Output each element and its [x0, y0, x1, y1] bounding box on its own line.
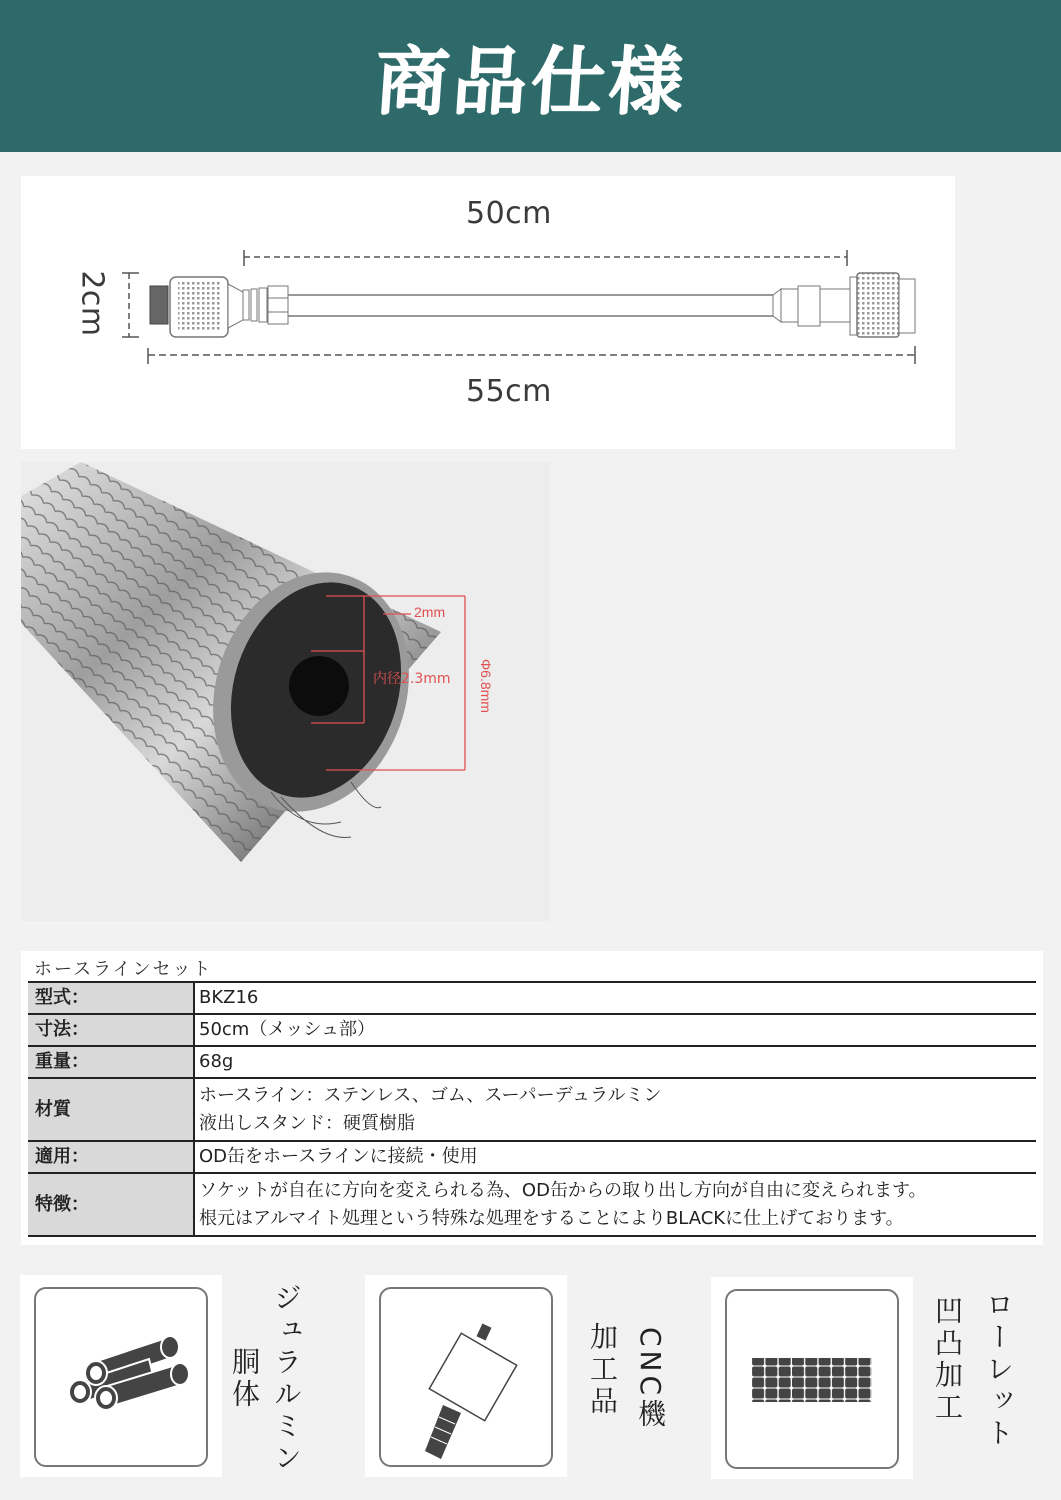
page-title: 商品仕様 — [371, 39, 690, 125]
row-value-material — [194, 1078, 1036, 1141]
row-label-application: 適用： — [28, 1141, 194, 1173]
value-line: OD缶をホースラインに接続・使用 — [199, 1146, 478, 1167]
table-row — [28, 1046, 1036, 1078]
row-value-model — [194, 982, 1036, 1014]
row-value-features — [194, 1173, 1036, 1236]
total-length-label: 55cm — [466, 374, 552, 409]
row-label-weight: 重量： — [28, 1046, 194, 1078]
spec-table-caption: ホースラインセット — [34, 959, 213, 980]
table-row — [28, 1078, 1036, 1141]
diameter-label: 2cm — [74, 270, 110, 337]
value-line: 液出しスタンド：硬質樹脂 — [199, 1112, 415, 1134]
value-line: 68g — [199, 1051, 234, 1072]
value-line: BKZ16 — [199, 987, 259, 1008]
knurl-grid-icon — [725, 1289, 899, 1469]
spec-table-panel — [21, 951, 1043, 1245]
mesh-length-label: 50cm — [466, 196, 552, 231]
page-header — [0, 0, 1061, 152]
feature-text-knurl-line1: ローレット — [982, 1290, 1015, 1450]
row-label-material: 材質 — [28, 1078, 194, 1141]
value-line: 根元はアルマイト処理という特殊な処理をすることによりBLACKに仕上げております。 — [199, 1207, 904, 1229]
table-row — [28, 1141, 1036, 1173]
feature-text-cnc-line1: CNC機 — [634, 1327, 667, 1432]
row-value-dimensions — [194, 1014, 1036, 1046]
feature-text-duralumin-line2: 胴体 — [228, 1347, 261, 1411]
feature-text-knurl-line2: 凹凸加工 — [931, 1296, 964, 1424]
value-line: ホースライン：ステンレス、ゴム、スーパーデュラルミン — [199, 1084, 662, 1106]
hose-cross-section-photo — [21, 462, 550, 921]
feature-card-cnc — [365, 1275, 567, 1477]
outer-diameter-label: Φ6.8mm — [477, 659, 494, 713]
feature-card-duralumin — [20, 1275, 222, 1477]
feature-text-duralumin-line1: ジュラルミン — [270, 1283, 303, 1475]
cnc-bolt-icon — [379, 1287, 553, 1467]
feature-text-cnc-line2: 加工品 — [586, 1322, 619, 1418]
row-label-model: 型式： — [28, 982, 194, 1014]
wall-thickness-label: 2mm — [414, 604, 446, 620]
feature-icon-frame — [379, 1287, 553, 1467]
row-value-application — [194, 1141, 1036, 1173]
tubes-icon — [34, 1287, 208, 1467]
row-label-features: 特徴： — [28, 1173, 194, 1236]
row-value-weight — [194, 1046, 1036, 1078]
dimension-diagram — [21, 176, 955, 449]
spec-table — [28, 981, 1036, 1237]
feature-icon-frame — [34, 1287, 208, 1467]
inner-diameter-label: 内径2.3mm — [373, 671, 451, 687]
feature-card-knurl — [711, 1277, 913, 1479]
feature-icon-frame — [725, 1289, 899, 1469]
braided-hose-illustration — [21, 462, 550, 921]
value-line: ソケットが自在に方向を変えられる為、OD缶からの取り出し方向が自由に変えられます。 — [199, 1179, 927, 1201]
hose-line-drawing — [21, 176, 955, 449]
value-line: 50cm（メッシュ部） — [199, 1019, 375, 1040]
table-row — [28, 982, 1036, 1014]
table-row — [28, 1173, 1036, 1236]
table-row — [28, 1014, 1036, 1046]
row-label-dimensions: 寸法： — [28, 1014, 194, 1046]
